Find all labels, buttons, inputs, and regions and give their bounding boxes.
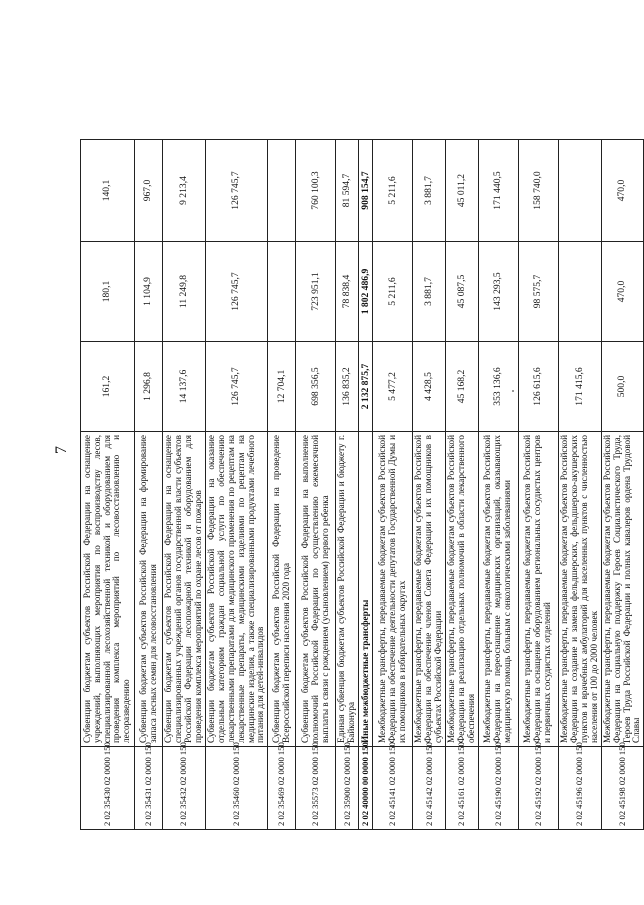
amount-year2-cell: 11 249,8 — [163, 242, 206, 342]
description-cell: Субвенции бюджетам субъектов Российской Федерации на оснащение учреждений, выполняющих мероприятия по воспроизводству лесов, специализированной лесохозяйственной техникой и оборудованием для проведения комплекса мероприятий по лесовосстановлению и лесоразведению — [81, 432, 135, 747]
budget-code-cell: 2 02 45142 02 0000 150 — [413, 747, 446, 830]
amount-year1-cell: 698 356,5 — [296, 342, 336, 432]
amount-year3-cell — [558, 140, 601, 242]
budget-table — [80, 139, 644, 830]
amount-year3-cell: 470,0 — [601, 140, 644, 242]
amount-year3-cell: 3 881,7 — [413, 140, 446, 242]
description-cell: Единая субвенция бюджетам субъектов Российской Федерации и бюджету г. Байконура — [336, 432, 359, 747]
amount-year1-cell: 136 835,2 — [336, 342, 359, 432]
amount-year3-cell: 9 213,4 — [163, 140, 206, 242]
amount-year2-cell — [268, 242, 296, 342]
description-cell: Межбюджетные трансферты, передаваемые бюджетам субъектов Российской Федерации на оснащение оборудованием региональных сосудистых центров и первичных сосудистых отделений — [518, 432, 558, 747]
budget-code-cell: 2 02 45141 02 0000 150 — [373, 747, 413, 830]
budget-code-cell: 2 02 35573 02 0000 150 — [296, 747, 336, 830]
amount-year1-cell: 161,2 — [81, 342, 135, 432]
rotated-table-container — [80, 140, 642, 830]
table-row — [81, 140, 135, 830]
amount-year3-cell: 760 100,3 — [296, 140, 336, 242]
amount-year3-cell: 5 211,6 — [373, 140, 413, 242]
amount-year1-cell: 45 168,2 — [446, 342, 479, 432]
amount-year1-cell: 126 745,7 — [205, 342, 268, 432]
amount-year1-cell: 126 615,6 — [518, 342, 558, 432]
description-cell: Межбюджетные трансферты, передаваемые бюджетам субъектов Российской Федерации на реализацию отдельных полномочий в области лекарственного обеспечения — [446, 432, 479, 747]
table-row — [205, 140, 268, 830]
amount-year2-cell: 45 087,5 — [446, 242, 479, 342]
amount-year3-cell: 158 740,0 — [518, 140, 558, 242]
description-cell: Межбюджетные трансферты, передаваемые бюджетам субъектов Российской Федерации на социальную поддержку Героев Социалистического Труда, Героев Труда Российской Федерации и полных кавалеров ордена Трудовой Славы — [601, 432, 644, 747]
table-row — [518, 140, 558, 830]
table-row — [268, 140, 296, 830]
amount-year1-cell: 500,0 — [601, 342, 644, 432]
table-row — [558, 140, 601, 830]
amount-year1-cell: 1 296,8 — [135, 342, 163, 432]
amount-year2-cell: 1 802 486,9 — [359, 242, 373, 342]
table-row — [373, 140, 413, 830]
description-cell: Межбюджетные трансферты, передаваемые бюджетам субъектов Российской Федерации на создание и замена фельдшерских, фельдшерско-акушерских пунктов и врачебных амбулаторий для населенных пунктов с численностью населения от 100 до 2000 человек — [558, 432, 601, 747]
amount-year3-cell: 45 011,2 — [446, 140, 479, 242]
amount-year3-cell: 967,0 — [135, 140, 163, 242]
budget-code-cell: 2 02 45161 02 0000 150 — [446, 747, 479, 830]
amount-year2-cell: 723 951,1 — [296, 242, 336, 342]
budget-code-cell: 2 02 45198 02 0000 150 — [601, 747, 644, 830]
scan-speck — [512, 390, 514, 392]
budget-code-cell: 2 02 35900 02 0000 150 — [336, 747, 359, 830]
amount-year2-cell — [558, 242, 601, 342]
budget-code-cell: 2 02 35430 02 0000 150 — [81, 747, 135, 830]
table-row — [446, 140, 479, 830]
amount-year1-cell: 171 415,6 — [558, 342, 601, 432]
amount-year2-cell: 126 745,7 — [205, 242, 268, 342]
description-cell: Субвенции бюджетам субъектов Российской Федерации на выполнение полномочий Российской Федерации по осуществлению ежемесячной выплаты в связи с рождением (усыновлением) первого ребенка — [296, 432, 336, 747]
description-cell: Субвенции бюджетам субъектов Российской Федерации на оказание отдельным категориям граждан социальной услуги по обеспечению лекарственными препаратами для медицинского применения по рецептам на лекарственные препараты, медицинскими изделиями по рецептам на медицинские изделия, а также специализированными продуктами лечебного питания для детей-инвалидов — [205, 432, 268, 747]
table-row — [478, 140, 518, 830]
description-cell: Иные межбюджетные трансферты — [359, 432, 373, 747]
description-cell: Субвенции бюджетам субъектов Российской Федерации на оснащение специализированных учреждений органов государственной власти субъектов Российской Федерации лесопожарной техникой и оборудованием для проведения комплекса мероприятий по охране лесов от пожаров — [163, 432, 206, 747]
amount-year1-cell: 353 136,6 — [478, 342, 518, 432]
description-cell: Межбюджетные трансферты, передаваемые бюджетам субъектов Российской Федерации на обеспечение членов Совета Федерации и их помощников в субъектах Российской Федерации — [413, 432, 446, 747]
amount-year2-cell: 5 211,6 — [373, 242, 413, 342]
table-row — [296, 140, 336, 830]
table-row — [359, 140, 373, 830]
budget-code-cell: 2 02 35469 02 0000 150 — [268, 747, 296, 830]
budget-code-cell: 2 02 35432 02 0000 150 — [163, 747, 206, 830]
amount-year2-cell: 470,0 — [601, 242, 644, 342]
budget-code-cell: 2 02 35431 02 0000 150 — [135, 747, 163, 830]
amount-year1-cell: 4 428,5 — [413, 342, 446, 432]
amount-year1-cell: 12 704,1 — [268, 342, 296, 432]
table-body — [81, 140, 644, 830]
table-row — [336, 140, 359, 830]
budget-code-cell: 2 02 45190 02 0000 150 — [478, 747, 518, 830]
description-cell: Субвенции бюджетам субъектов Российской Федерации на формирование запаса лесных семян для лесовосстановления — [135, 432, 163, 747]
amount-year2-cell: 98 575,7 — [518, 242, 558, 342]
amount-year2-cell: 143 293,5 — [478, 242, 518, 342]
table-row — [601, 140, 644, 830]
amount-year3-cell: 140,1 — [81, 140, 135, 242]
description-cell: Межбюджетные трансферты, передаваемые бюджетам субъектов Российской Федерации на обеспечение деятельности депутатов Государственной Думы и их помощников в избирательных округах — [373, 432, 413, 747]
table-row — [413, 140, 446, 830]
budget-code-cell: 2 02 40000 00 0000 150 — [359, 747, 373, 830]
amount-year2-cell: 180,1 — [81, 242, 135, 342]
amount-year3-cell: 171 440,5 — [478, 140, 518, 242]
amount-year3-cell: 126 745,7 — [205, 140, 268, 242]
amount-year2-cell: 1 104,9 — [135, 242, 163, 342]
amount-year2-cell: 3 881,7 — [413, 242, 446, 342]
amount-year1-cell: 2 132 875,7 — [359, 342, 373, 432]
budget-code-cell: 2 02 45196 02 0000 150 — [558, 747, 601, 830]
amount-year1-cell: 14 137,6 — [163, 342, 206, 432]
amount-year3-cell: 908 154,7 — [359, 140, 373, 242]
table-row — [135, 140, 163, 830]
amount-year3-cell: 81 594,7 — [336, 140, 359, 242]
amount-year1-cell: 5 477,2 — [373, 342, 413, 432]
description-cell: Субвенции бюджетам субъектов Российской Федерации на проведение Всероссийской переписи населения 2020 года — [268, 432, 296, 747]
table-row — [163, 140, 206, 830]
description-cell: Межбюджетные трансферты, передаваемые бюджетам субъектов Российской Федерации на переоснащение медицинских организаций, оказывающих медицинскую помощь больным с онкологическими заболеваниями — [478, 432, 518, 747]
budget-code-cell: 2 02 35460 02 0000 150 — [205, 747, 268, 830]
amount-year3-cell — [268, 140, 296, 242]
page-number: 7 — [53, 446, 70, 454]
budget-code-cell: 2 02 45192 02 0000 150 — [518, 747, 558, 830]
amount-year2-cell: 78 838,4 — [336, 242, 359, 342]
